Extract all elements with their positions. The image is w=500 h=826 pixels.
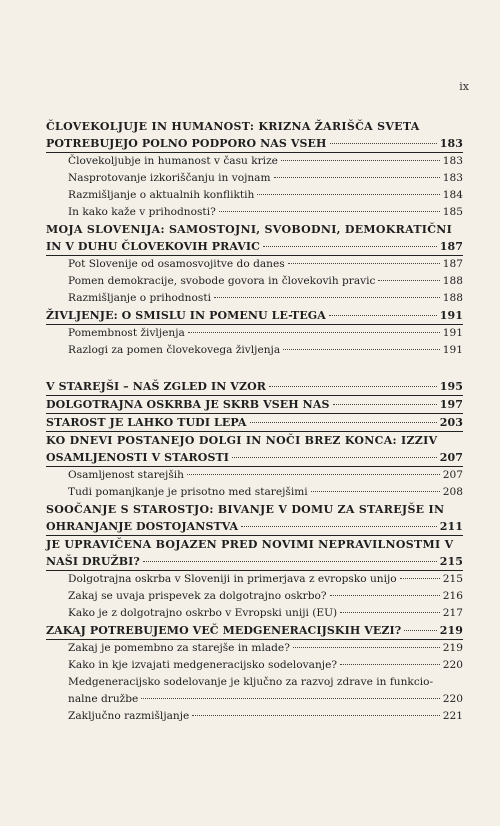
toc-subentry[interactable] — [46, 605, 463, 622]
toc-entry-title: Zakaj se uvaja prispevek za dolgotrajno oskrbo? — [68, 590, 327, 602]
dot-leader — [232, 457, 437, 458]
toc-subentry[interactable] — [46, 484, 463, 501]
toc-page-number: 220 — [442, 659, 463, 671]
toc-entry-title: Kako in kje izvajati medgeneracijsko sodelovanje? — [68, 659, 338, 671]
toc-subentry[interactable] — [46, 467, 463, 484]
dot-leader — [330, 595, 440, 596]
toc-entry-title-line: JE UPRAVIČENA BOJAZEN PRED NOVIMI NEPRAVILNOSTMI V — [46, 538, 454, 551]
toc-subentry[interactable] — [46, 588, 463, 605]
toc-entry-title: OSAMLJENOSTI V STAROSTI — [46, 451, 230, 464]
toc-chapter-entry[interactable] — [46, 414, 463, 432]
toc-entry-title: Razlogi za pomen človekovega življenja — [68, 344, 281, 356]
toc-page-number: 188 — [442, 292, 463, 304]
toc-page-number: 187 — [442, 258, 463, 270]
toc-entry-title: Človekoljubje in humanost v času krize — [68, 155, 278, 167]
dot-leader — [329, 315, 437, 316]
toc-entry-title: Kako je z dolgotrajno oskrbo v Evropski uniji (EU) — [68, 607, 338, 619]
dot-leader — [187, 474, 440, 475]
dot-leader — [250, 422, 437, 423]
dot-leader — [263, 246, 437, 247]
toc-page-number: 191 — [439, 309, 463, 322]
toc-page-number: 215 — [442, 573, 463, 585]
toc-entry-title-line: Medgeneracijsko sodelovanje je ključno za razvoj zdrave in funkcio- — [68, 676, 434, 688]
toc-page-number: 185 — [442, 206, 463, 218]
toc-entry-title: Osamljenost starejših — [68, 469, 184, 481]
dot-leader — [257, 194, 439, 195]
toc-entry-title: Nasprotovanje izkoriščanju in vojnam — [68, 172, 271, 184]
toc-chapter-entry[interactable] — [46, 396, 463, 414]
dot-leader — [283, 349, 440, 350]
toc-chapter-entry[interactable] — [46, 307, 463, 325]
toc-entry-title: In kako kaže v prihodnosti? — [68, 206, 216, 218]
dot-leader — [378, 280, 439, 281]
dot-leader — [288, 263, 440, 264]
toc-page-number: 208 — [442, 486, 463, 498]
dot-leader — [340, 612, 440, 613]
toc-entry-title: V STAREJŠI – NAŠ ZGLED IN VZOR — [46, 380, 266, 393]
page-number: ix — [459, 80, 469, 93]
toc-chapter-entry[interactable] — [46, 378, 463, 396]
toc-page-number: 183 — [439, 137, 463, 150]
toc-entry-title: POTREBUJEJO POLNO PODPORO NAS VSEH — [46, 137, 327, 150]
toc-page-number: 216 — [442, 590, 463, 602]
toc-subentry[interactable] — [46, 325, 463, 342]
toc-entry-title: Pomen demokracije, svobode govora in človekovih pravic — [68, 275, 376, 287]
toc-page-number: 219 — [442, 642, 463, 654]
toc-page-number: 184 — [442, 189, 463, 201]
toc-page-number: 187 — [439, 240, 463, 253]
toc-chapter-entry[interactable] — [46, 221, 463, 256]
toc-page-number: 217 — [442, 607, 463, 619]
toc-chapter-entry[interactable] — [46, 622, 463, 640]
toc-page-number: 191 — [442, 344, 463, 356]
toc-entry-title: Dolgotrajna oskrba v Sloveniji in primerjava z evropsko unijo — [68, 573, 397, 585]
toc-entry-title: Zakaj je pomembno za starejše in mlade? — [68, 642, 290, 654]
toc-entry-title-line: MOJA SLOVENIJA: SAMOSTOJNI, SVOBODNI, DEMOKRATIČNI — [46, 223, 453, 236]
toc-entry-title: NAŠI DRUŽBI? — [46, 555, 140, 568]
dot-leader — [269, 386, 437, 387]
dot-leader — [241, 526, 437, 527]
dot-leader — [400, 578, 440, 579]
toc-subentry[interactable] — [46, 342, 463, 359]
dot-leader — [333, 404, 437, 405]
toc-subentry[interactable] — [46, 170, 463, 187]
toc-chapter-entry[interactable] — [46, 432, 463, 467]
toc-entry-title: nalne družbe — [68, 693, 139, 705]
toc-subentry[interactable] — [46, 657, 463, 674]
dot-leader — [293, 647, 440, 648]
dot-leader — [311, 491, 440, 492]
toc-entry-title: OHRANJANJE DOSTOJANSTVA — [46, 520, 239, 533]
dot-leader — [219, 211, 440, 212]
toc-subentry[interactable] — [46, 273, 463, 290]
toc-subentry[interactable] — [46, 674, 463, 708]
toc-section — [46, 118, 463, 359]
toc-page-number: 195 — [439, 380, 463, 393]
dot-leader — [188, 332, 440, 333]
toc-page-number: 188 — [442, 275, 463, 287]
dot-leader — [214, 297, 440, 298]
toc-entry-title: Zaključno razmišljanje — [68, 710, 190, 722]
toc-page-number: 191 — [442, 327, 463, 339]
dot-leader — [281, 160, 440, 161]
toc-subentry[interactable] — [46, 256, 463, 273]
dot-leader — [143, 561, 437, 562]
dot-leader — [192, 715, 439, 716]
toc-entry-title-line: SOOČANJE S STAROSTJO: BIVANJE V DOMU ZA STAREJŠE IN — [46, 503, 445, 516]
toc-page-number: 203 — [439, 416, 463, 429]
toc-subentry[interactable] — [46, 708, 463, 725]
toc-subentry[interactable] — [46, 204, 463, 221]
toc-entry-title: Pot Slovenije od osamosvojitve do danes — [68, 258, 285, 270]
toc-entry-title: Razmišljanje o prihodnosti — [68, 292, 211, 304]
table-of-contents — [46, 118, 463, 725]
toc-page-number: 220 — [442, 693, 463, 705]
toc-chapter-entry[interactable] — [46, 118, 463, 153]
toc-entry-title: Pomembnost življenja — [68, 327, 185, 339]
toc-page-number: 207 — [439, 451, 463, 464]
dot-leader — [330, 143, 437, 144]
toc-page-number: 197 — [439, 398, 463, 411]
toc-entry-title: Tudi pomanjkanje je prisotno med starejšimi — [68, 486, 308, 498]
toc-entry-title: STAROST JE LAHKO TUDI LEPA — [46, 416, 247, 429]
toc-entry-title: Razmišljanje o aktualnih konfliktih — [68, 189, 255, 201]
toc-entry-title-line: ČLOVEKOLJUJE IN HUMANOST: KRIZNA ŽARIŠČA SVETA — [46, 120, 420, 133]
dot-leader — [404, 630, 436, 631]
toc-subentry[interactable] — [46, 187, 463, 204]
toc-entry-title-line: KO DNEVI POSTANEJO DOLGI IN NOČI BREZ KONCA: IZZIV — [46, 434, 438, 447]
toc-page-number: 211 — [439, 520, 463, 533]
toc-chapter-entry[interactable] — [46, 536, 463, 571]
toc-page-number: 183 — [442, 172, 463, 184]
dot-leader — [340, 664, 440, 665]
toc-section — [46, 378, 463, 725]
toc-page-number: 219 — [439, 624, 463, 637]
toc-chapter-entry[interactable] — [46, 501, 463, 536]
toc-page-number: 215 — [439, 555, 463, 568]
toc-page-number: 221 — [442, 710, 463, 722]
toc-subentry[interactable] — [46, 640, 463, 657]
toc-page-number: 207 — [442, 469, 463, 481]
toc-subentry[interactable] — [46, 571, 463, 588]
dot-leader — [141, 698, 439, 699]
toc-entry-title: IN V DUHU ČLOVEKOVIH PRAVIC — [46, 240, 260, 253]
toc-entry-title: ZAKAJ POTREBUJEMO VEČ MEDGENERACIJSKIH VEZI? — [46, 624, 402, 637]
toc-subentry[interactable] — [46, 290, 463, 307]
toc-page-number: 183 — [442, 155, 463, 167]
toc-subentry[interactable] — [46, 153, 463, 170]
dot-leader — [274, 177, 440, 178]
toc-entry-title: DOLGOTRAJNA OSKRBA JE SKRB VSEH NAS — [46, 398, 330, 411]
toc-entry-title: ŽIVLJENJE: O SMISLU IN POMENU LE-TEGA — [46, 309, 326, 322]
